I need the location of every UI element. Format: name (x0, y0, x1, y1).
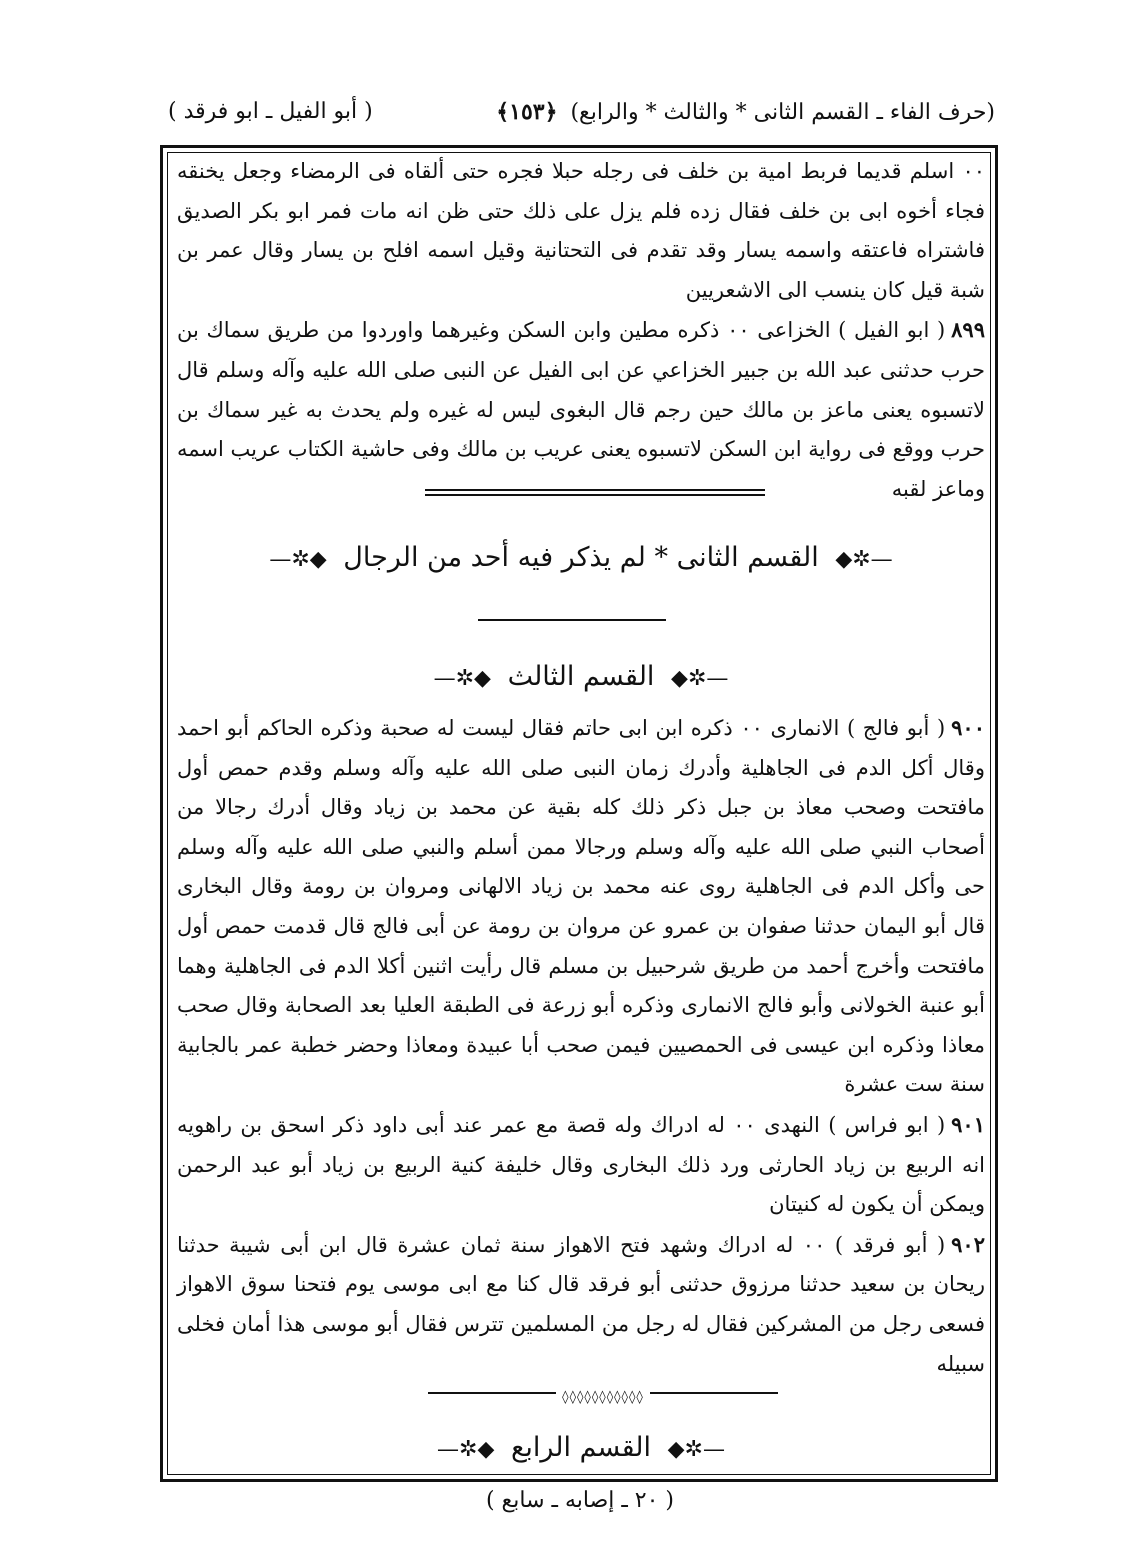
ornamental-divider (428, 1386, 778, 1405)
entry-number: ٩٠٢ (951, 1231, 985, 1257)
entry-text: ( ابو فراس ) النهدى ٠٠ له ادراك وله قصة مع عمر عند أبى داود ذكر اسحق بن راهويه انه الربيع بن زياد الحارثى ورد ذلك البخارى وقال خليفة كنية الربيع بن زياد أبو عبد الرحمن ويمكن أن يكون له كنيتان (177, 1112, 985, 1217)
entry-number: ٩٠٠ (951, 715, 985, 740)
entry-text: ( أبو فرقد ) ٠٠ له ادراك وشهد فتح الاهواز سنة ثمان عشرة قال ابن أبى شيبة حدثنا ريحان بن سعيد حدثنا مرزوق حدثنى أبو فرقد قال كنا مع ابى موسى يوم فتحنا سوق الاهواز فسعى رجل من المشركين فقال له رجل من المسلمين تترس فقال أبو موسى هذا أمان فخلى سبيله (177, 1232, 985, 1376)
entry-text: ( أبو فالج ) الانمارى ٠٠ ذكره ابن ابى حاتم فقال ليست له صحبة وذكره الحاكم أبو احمد وقال أكل الدم فى الجاهلية وأدرك زمان النبى صلى الله عليه وآله وسلم وقدم حمص أول مافتحت وصحب معاذ بن جبل ذكر ذلك كله بقية عن محمد بن زياد وقال أدرك رجالا من أصحاب النبي صلى الله عليه وآله وسلم ورجالا ممن أسلم والنبي صلى الله عليه وآله وسلم حى وأكل الدم فى الجاهلية روى عنه محمد بن زياد الالهانى ومروان بن رومة وقال البخارى قال أبو اليمان حدثنا صفوان بن عمرو عن مروان بن رومة عن أبى فالج قال قدمت حمص أول مافتحت وأخرج أحمد من طريق شرحبيل بن مسلم قال رأيت اثنين أكلا الدم فى الجاهلية وهما أبو عنبة الخولانى وأبو فالج الانمارى وذكره أبو زرعة فى الطبقة العليا بعد الصحابة وقال صحب معاذا وذكره ابن عيسى فى الحمصيين فيمن صحب أبا عبيدة ومعاذا وحضر خطبة عمر بالجابية سنة ست عشرة (177, 716, 985, 1097)
running-header (150, 92, 995, 132)
entry-number: ٨٩٩ (951, 317, 985, 343)
section-title: القسم الرابع (510, 1432, 652, 1463)
single-divider-rule (478, 619, 666, 621)
ornament-right-icon: —✲◆ (835, 547, 893, 572)
page-body-middle (177, 708, 985, 1384)
header-chapter-text: (حرف الفاء ـ القسم الثانى * والثالث * والرابع) (570, 100, 995, 125)
page-body-top (177, 152, 985, 509)
entry-899 (177, 310, 985, 509)
section-heading-third (177, 661, 985, 692)
ornament-right-icon: —✲◆ (667, 1437, 725, 1462)
section-title: القسم الثانى * لم يذكر فيه أحد من الرجال (343, 542, 819, 573)
entry-901 (177, 1105, 985, 1225)
page-footer-signature: ( ٢٠ ـ إصابه ـ سابع ) (485, 1488, 675, 1513)
continued-paragraph: ٠٠ اسلم قديما فربط امية بن خلف فى رجله حبلا فجره حتى ألقاه فى الرمضاء وجعل يخنقه فجاء أخوه ابى بن خلف فقال زده فلم يزل على ذلك حتى ظن انه مات فمر ابو بكر الصديق فاشتراه فاعتقه واسمه يسار وقد تقدم فى التحتانية وقيل اسمه افلح بن يسار وقال عمر بن شبة قيل كان ينسب الى الاشعريين (177, 159, 985, 302)
ornament-right-icon: —✲◆ (671, 666, 729, 691)
entry-number: ٩٠١ (951, 1111, 985, 1137)
ornament-left-icon: ◆✲— (269, 547, 327, 572)
ornament-left-icon: ◆✲— (437, 1437, 495, 1462)
double-divider-rule (425, 489, 765, 496)
section-heading-fourth (177, 1432, 985, 1463)
header-entry-range: ( أبو الفيل ـ ابو فرقد ) (168, 99, 373, 124)
entry-902 (177, 1225, 985, 1384)
section-heading-second (177, 542, 985, 573)
ornament-knot-icon: ◊◊◊◊◊◊◊◊◊◊◊ (556, 1391, 650, 1405)
entry-900 (177, 708, 985, 1105)
section-title: القسم الثالث (507, 661, 655, 692)
entry-text: ( ابو الفيل ) الخزاعى ٠٠ ذكره مطين وابن السكن وغيرهما واوردوا من طريق سماك بن حرب حدثنى عبد الله بن جبير الخزاعي عن ابى الفيل عن النبى صلى الله عليه وآله وسلم قال لاتسبوه يعنى ماعز بن مالك حين رجم قال البغوى ليس له غيره ولم يحدث به غير سماك بن حرب ووقع فى رواية ابن السكن لاتسبوه يعنى عريب بن مالك وفى حاشية الكتاب عريب اسمه وماعز لقبه (177, 318, 985, 501)
header-chapter-title (490, 92, 995, 133)
page-number: ﴿١٥٣﴾ (496, 99, 558, 125)
ornament-left-icon: ◆✲— (433, 666, 491, 691)
